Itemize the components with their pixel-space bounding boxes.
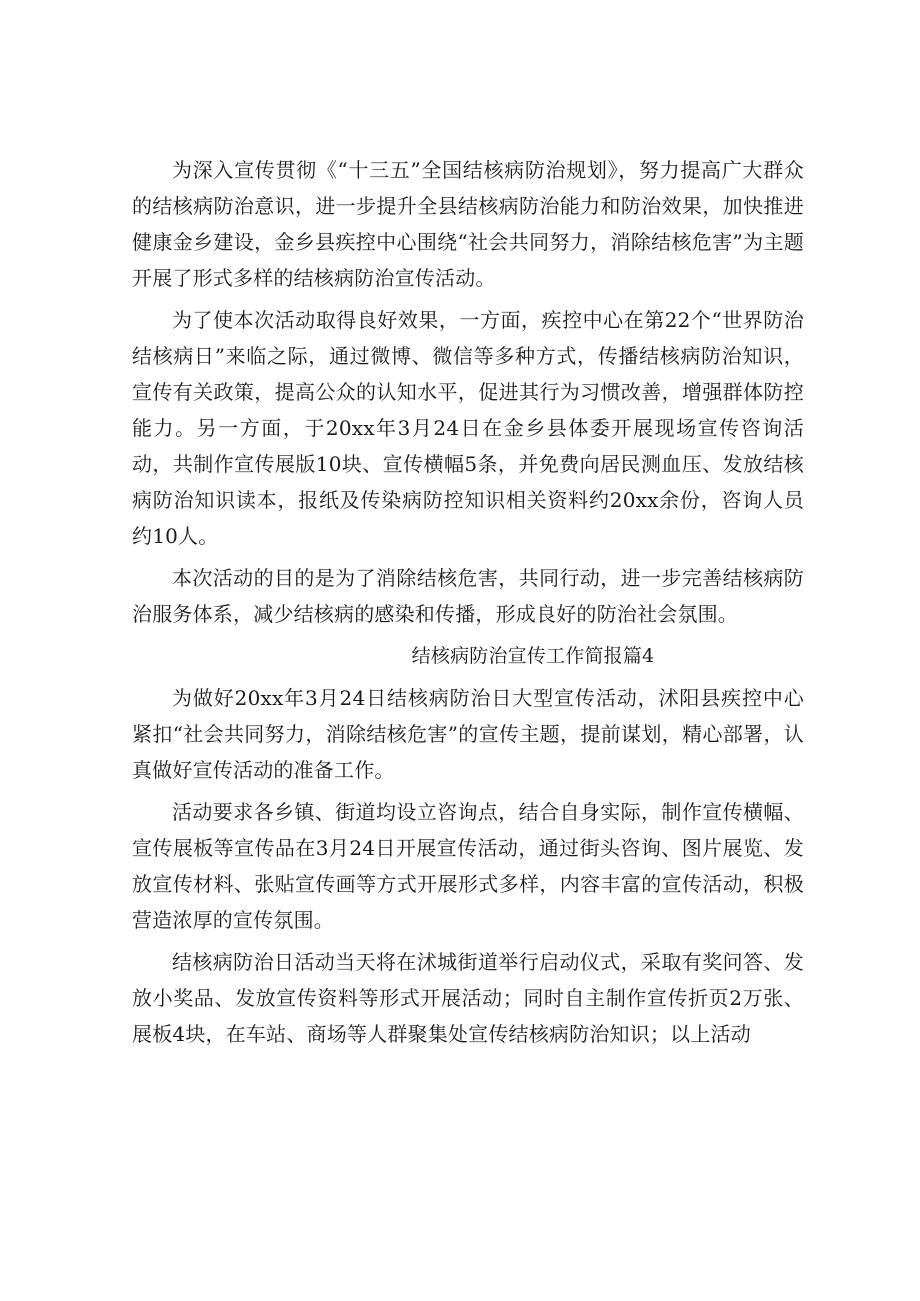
paragraph-preparation: 为做好20xx年3月24日结核病防治日大型宣传活动，沭阳县疾控中心紧扣“社会共同努力，消除结核危害”的宣传主题，提前谋划，精心部署，认真做好宣传活动的准备工作。 (132, 686, 804, 782)
paragraph-purpose: 本次活动的目的是为了消除结核危害，共同行动，进一步完善结核病防治服务体系，减少结核病的感染和传播，形成良好的防治社会氛围。 (132, 566, 804, 626)
paragraph-activities: 为了使本次活动取得良好效果，一方面，疾控中心在第22个“世界防治结核病日”来临之际，通过微博、微信等多种方式，传播结核病防治知识，宣传有关政策，提高公众的认知水平，促进其行为习惯改善，增强群体防控能力。另一方面，于20xx年3月24日在金乡县体委开展现场宣传咨询活动，共制作宣传展版10块、宣传横幅5条，并免费向居民测血压、发放结核病防治知识读本，报纸及传染病防控知识相关资料约20xx余份，咨询人员约10人。 (132, 308, 804, 548)
paragraph-requirements: 活动要求各乡镇、街道均设立咨询点，结合自身实际，制作宣传横幅、宣传展板等宣传品在3月24日开展宣传活动，通过街头咨询、图片展览、发放宣传材料、张贴宣传画等方式开展形式多样，内容丰富的宣传活动，积极营造浓厚的宣传氛围。 (132, 800, 804, 932)
section-heading: 结核病防治宣传工作简报篇4 (411, 645, 655, 667)
paragraph-intro: 为深入宣传贯彻《“十三五”全国结核病防治规划》，努力提高广大群众的结核病防治意识，进一步提升全县结核病防治能力和防治效果，加快推进健康金乡建设，金乡县疾控中心围绕“社会共同努力，消除结核危害”为主题开展了形式多样的结核病防治宣传活动。 (132, 158, 804, 290)
document-body (132, 152, 804, 1058)
paragraph-launch: 结核病防治日活动当天将在沭城街道举行启动仪式，采取有奖问答、发放小奖品、发放宣传资料等形式开展活动；同时自主制作宣传折页2万张、展板4块，在车站、商场等人群聚集处宣传结核病防治知识；以上活动 (132, 950, 804, 1046)
